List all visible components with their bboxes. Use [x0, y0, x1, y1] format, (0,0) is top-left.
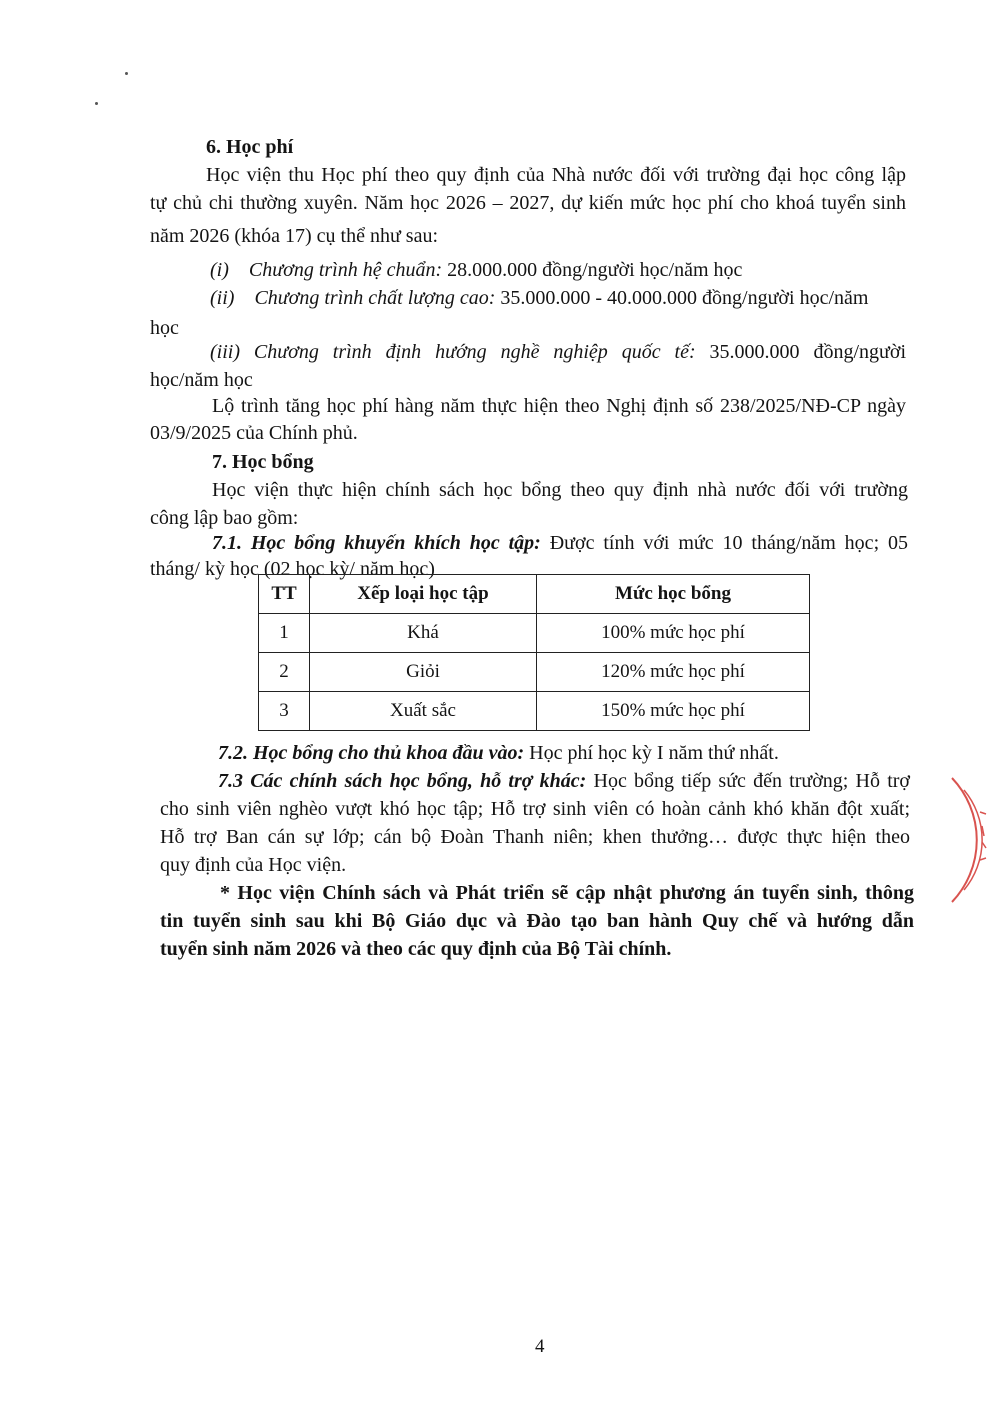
scan-speck [95, 102, 98, 105]
table-cell: 3 [259, 692, 310, 731]
scholarship-7-1-continued: tháng/ kỳ học (02 học kỳ/ năm học) [150, 558, 435, 580]
program-item-iii-continued: học/năm học [150, 369, 253, 391]
program-item-ii [210, 285, 868, 311]
scholarship-7-3 [218, 768, 910, 794]
table-cell: Giỏi [310, 653, 537, 692]
item-iii-value: 35.000.000 đồng/người [695, 341, 906, 363]
scholarship-7-3-line-3: Hỗ trợ Ban cán sự lớp; cán bộ Đoàn Thanh niên; khen thưởng… được thực hiện theo [160, 826, 910, 848]
program-item-iii [210, 339, 906, 365]
roadmap-line-2: 03/9/2025 của Chính phủ. [150, 422, 358, 444]
note-line-2: tin tuyển sinh sau khi Bộ Giáo dục và Đào tạo ban hành Quy chế và hướng dẫn [160, 910, 914, 932]
s71-title: 7.1. Học bổng khuyến khích học tập: [212, 532, 541, 554]
scholarship-7-1 [212, 530, 908, 556]
table-header-tt: TT [259, 575, 310, 614]
item-ii-value: 35.000.000 - 40.000.000 đồng/người học/năm [495, 287, 869, 309]
table-cell: 2 [259, 653, 310, 692]
note-line-3: tuyển sinh năm 2026 và theo các quy định của Bộ Tài chính. [160, 938, 672, 960]
s6-paragraph-line-1: Học viện thu Học phí theo quy định của Nhà nước đối với trường đại học công lập [206, 164, 906, 186]
table-row [259, 614, 810, 653]
scan-speck [125, 72, 128, 75]
section-6-heading: 6. Học phí [206, 136, 294, 158]
table-cell: 120% mức học phí [537, 653, 810, 692]
s7-paragraph-line-1: Học viện thực hiện chính sách học bổng theo quy định nhà nước đối với trường [212, 479, 908, 501]
table-header-classification: Xếp loại học tập [310, 575, 537, 614]
note-line-1: * Học viện Chính sách và Phát triển sẽ cập nhật phương án tuyển sinh, thông [220, 882, 914, 904]
red-stamp-partial [930, 770, 1000, 910]
program-item-ii-continued: học [150, 317, 179, 339]
item-ii-program: Chương trình chất lượng cao: [254, 287, 496, 309]
table-header-scholarship-level: Mức học bổng [537, 575, 810, 614]
item-i-label: (i) [210, 259, 229, 281]
table-cell: Khá [310, 614, 537, 653]
table-cell: 100% mức học phí [537, 614, 810, 653]
s72-title: 7.2. Học bổng cho thủ khoa đầu vào: [218, 742, 525, 764]
item-iii-label: (iii) [210, 341, 240, 363]
s73-text: Học bổng tiếp sức đến trường; Hỗ trợ [586, 770, 910, 792]
scholarship-7-3-line-4: quy định của Học viện. [160, 854, 347, 876]
program-item-i [210, 257, 742, 283]
table-row [259, 692, 810, 731]
s7-paragraph-line-2: công lập bao gồm: [150, 507, 299, 529]
table-header-row [259, 575, 810, 614]
table-cell: 1 [259, 614, 310, 653]
item-i-program: Chương trình hệ chuẩn: [248, 259, 443, 281]
s6-paragraph-line-2: tự chủ chi thường xuyên. Năm học 2026 – 2027, dự kiến mức học phí cho khoá tuyển sinh [150, 192, 906, 214]
scholarship-table [258, 574, 810, 731]
s6-paragraph-line-3: năm 2026 (khóa 17) cụ thể như sau: [150, 225, 438, 247]
s71-text: Được tính với mức 10 tháng/năm học; 05 [540, 532, 908, 554]
s72-text: Học phí học kỳ I năm thứ nhất. [524, 742, 779, 764]
item-i-value: 28.000.000 đồng/người học/năm học [442, 259, 743, 281]
table-cell: Xuất sắc [310, 692, 537, 731]
table-row [259, 653, 810, 692]
s73-title: 7.3 Các chính sách học bổng, hỗ trợ khác: [218, 770, 587, 792]
section-7-heading: 7. Học bổng [212, 451, 314, 473]
item-iii-program: Chương trình định hướng nghề nghiệp quốc tế: [253, 341, 696, 363]
scholarship-7-2 [218, 740, 779, 766]
page-number: 4 [535, 1336, 545, 1357]
roadmap-line-1: Lộ trình tăng học phí hàng năm thực hiện theo Nghị định số 238/2025/NĐ-CP ngày [212, 395, 906, 417]
table-cell: 150% mức học phí [537, 692, 810, 731]
scholarship-7-3-line-2: cho sinh viên nghèo vượt khó học tập; Hỗ trợ sinh viên có hoàn cảnh khó khăn đột xuất; [160, 798, 910, 820]
item-ii-label: (ii) [210, 287, 235, 309]
